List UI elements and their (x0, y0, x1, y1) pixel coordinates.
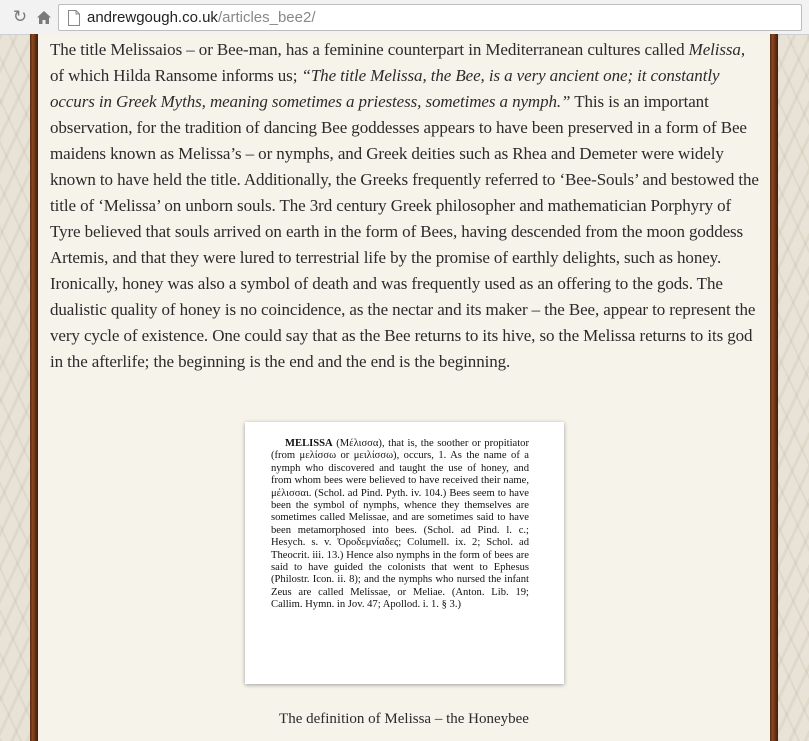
address-bar[interactable] (58, 4, 802, 31)
dictionary-entry (271, 438, 529, 612)
background-texture-right (778, 34, 809, 741)
url-domain: andrewgough.co.uk (87, 9, 218, 26)
article-content (38, 34, 770, 741)
browser-toolbar (0, 0, 809, 35)
wood-frame-right (770, 34, 778, 741)
page-icon (67, 10, 81, 26)
url-text[interactable] (87, 9, 316, 26)
url-path: /articles_bee2/ (217, 9, 316, 26)
background-texture-left (0, 34, 30, 741)
dictionary-headword: MELISSA (285, 438, 333, 449)
article-paragraph (50, 37, 762, 375)
paragraph-italic-melissa: Melissa (688, 40, 741, 59)
home-icon[interactable] (34, 7, 54, 27)
dictionary-figure (245, 422, 564, 684)
figure-caption: The definition of Melissa – the Honeybee (279, 711, 529, 727)
paragraph-text-3: This is an important observation, for the tradition of dancing Bee goddesses appears to have been preserved in a form of Bee maidens known as Melissa’s – or nymphs, and Greek deities such as Rhea and Demeter were widely known to have held the title. Additionally, the Greeks frequently referred to ‘Bee-Souls’ and bestowed the title of ‘Melissa’ on unborn souls. The 3rd century Greek philosopher and mathematician Porphyry of Tyre believed that souls arrived on earth in the form of Bees, having descended from the moon goddess Artemis, and that they were lured to terrestrial life by the promise of earthly delights, such as honey. Ironically, honey was also a symbol of death and was frequently used as an offering to the gods. The dualistic quality of honey is no coincidence, as the nectar and its maker – the Bee, appear to represent the very cycle of existence. One could say that as the Bee returns to its hive, so the Melissa returns to its god in the afterlife; the beginning is the end and the end is the beginning. (50, 92, 759, 371)
paragraph-text-2: , of which Hilda Ransome informs us; (50, 40, 745, 85)
paragraph-quote: “The title Melissa, the Bee, is a very ancient one; it constantly occurs in Greek Myths, meaning sometimes a priestess, sometimes a nymph.” (50, 66, 720, 111)
wood-frame-left (30, 34, 38, 741)
paragraph-text-1: The title Melissaios – or Bee-man, has a feminine counterpart in Mediterranean cultures called (50, 40, 689, 59)
dictionary-definition: (Μέλισσα), that is, the soother or propitiator (from μελίσσω or μειλίσσω), occurs, 1. As the name of a nymph who discovered and taught the use of honey, and from whom bees were believed to have received their name, μέλισσαι. (Schol. ad Pind. Pyth. iv. 104.) Bees seem to have been the symbol of nymphs, whence they themselves are sometimes called Melissae, and are sometimes said to have been metamorphosed into bees. (Schol. ad Pind. l. c.; Hesych. s. v. Ὀροδεμνίαδες; Columell. ix. 2; Schol. ad Theocrit. iii. 13.) Hence also nymphs in the form of bees are said to have guided the colonists that went to Ephesus (Philostr. Icon. ii. 8); and the nymphs who nursed the infant Zeus are called Melissae, or Meliae. (Anton. Lib. 19; Callim. Hymn. in Jov. 47; Apollod. i. 1. § 3.) (271, 438, 529, 611)
refresh-icon[interactable]: ↻ (12, 7, 28, 27)
